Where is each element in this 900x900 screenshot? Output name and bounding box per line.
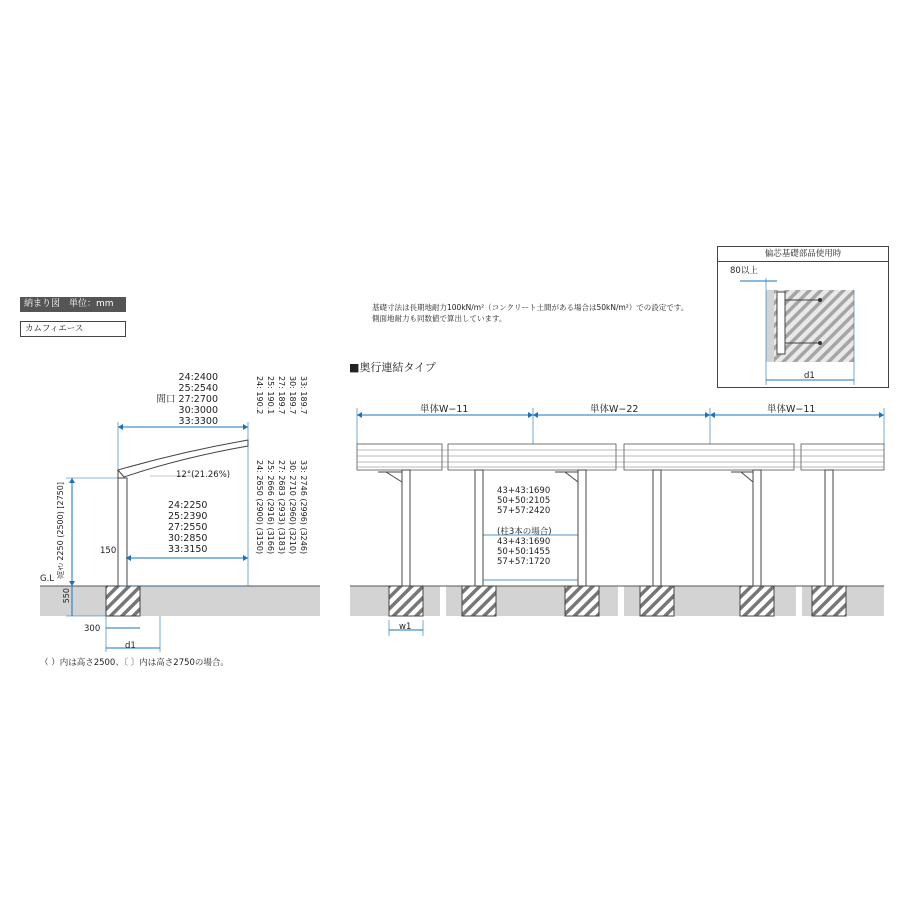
gl-label: G.L	[40, 574, 55, 584]
post-dim: 43+43:1690	[497, 537, 551, 547]
total-col: 33: 2746 (2996) (3246)	[299, 460, 308, 555]
inset-title: 偏芯基礎部品使用時	[718, 247, 888, 262]
post-dims-3	[497, 527, 552, 567]
span-label: 単体W−11	[767, 404, 816, 415]
inset-min: 80以上	[730, 266, 758, 276]
post-dim: 57+57:1720	[497, 557, 551, 567]
post3-header: (柱3本の場合)	[497, 527, 552, 537]
total-height-columns	[254, 460, 308, 554]
span-label: 単体W−11	[420, 404, 469, 415]
width-label: 30:3000	[178, 405, 218, 416]
foundation-note: 基礎寸法は長期地耐力100kN/m²（コンクリート土間がある場合は50kN/m²）での設定です。	[372, 303, 689, 312]
offset-300: 300	[84, 624, 101, 634]
depth-label: 30:2850	[168, 533, 208, 544]
depth-label: 27:2550	[168, 522, 208, 533]
rise-columns	[254, 376, 308, 414]
depth-label: 24:2250	[168, 500, 208, 511]
section-title: ■奥行連結タイプ	[349, 361, 436, 374]
rise-col: 25: 190.1	[266, 376, 275, 415]
rise-col: 27: 189.7	[277, 376, 286, 415]
w1-label: w1	[399, 622, 412, 632]
depth-label: 33:3150	[168, 544, 208, 555]
ground-left	[40, 586, 320, 616]
rise-col: 33: 189.7	[299, 376, 308, 415]
angle-label: 12°(21.26%)	[176, 470, 231, 480]
rise-col: 30: 189.7	[288, 376, 297, 415]
total-col: 27: 2683 (2933) (3183)	[277, 460, 286, 555]
rise-col: 24: 190.2	[255, 376, 264, 415]
product-name: カムフィエース	[20, 321, 126, 337]
post-left	[118, 478, 127, 586]
offset-150: 150	[100, 546, 117, 556]
depth-labels	[168, 500, 207, 555]
post-dims-2	[497, 486, 550, 516]
width-label: 25:2540	[178, 383, 218, 394]
post-dim: 50+50:2105	[497, 496, 551, 506]
lateral-note: 側面地耐力も同数値で算出しています。	[372, 314, 507, 323]
d1-label: d1	[125, 641, 136, 651]
width-label: 33:3300	[178, 416, 218, 427]
post-dim: 43+43:1690	[497, 486, 551, 496]
total-col: 25: 2666 (2916) (3166)	[266, 460, 275, 555]
height-label: 高さ 2250 (2500) [2750]	[56, 482, 65, 580]
section-header: 納まり図 単位：mm	[20, 297, 126, 312]
post-dim: 57+57:2420	[497, 506, 551, 516]
footing-left	[106, 586, 140, 616]
depth-550: 550	[62, 588, 71, 604]
width-label: 間口 27:2700	[156, 394, 218, 405]
post-dim: 50+50:1455	[497, 547, 551, 557]
total-col: 30: 2710 (2960) (3210)	[288, 460, 297, 555]
span-label: 単体W−22	[590, 404, 639, 415]
width-labels	[152, 372, 218, 427]
inset-d1: d1	[804, 371, 815, 381]
width-label: 24:2400	[178, 372, 218, 383]
right-carport-elevation	[350, 408, 884, 636]
depth-label: 25:2390	[168, 511, 208, 522]
height-note: （ ）内は高さ2500、〔 〕内は高さ2750の場合。	[40, 658, 229, 668]
total-col: 24: 2650 (2900) (3150)	[255, 460, 264, 555]
